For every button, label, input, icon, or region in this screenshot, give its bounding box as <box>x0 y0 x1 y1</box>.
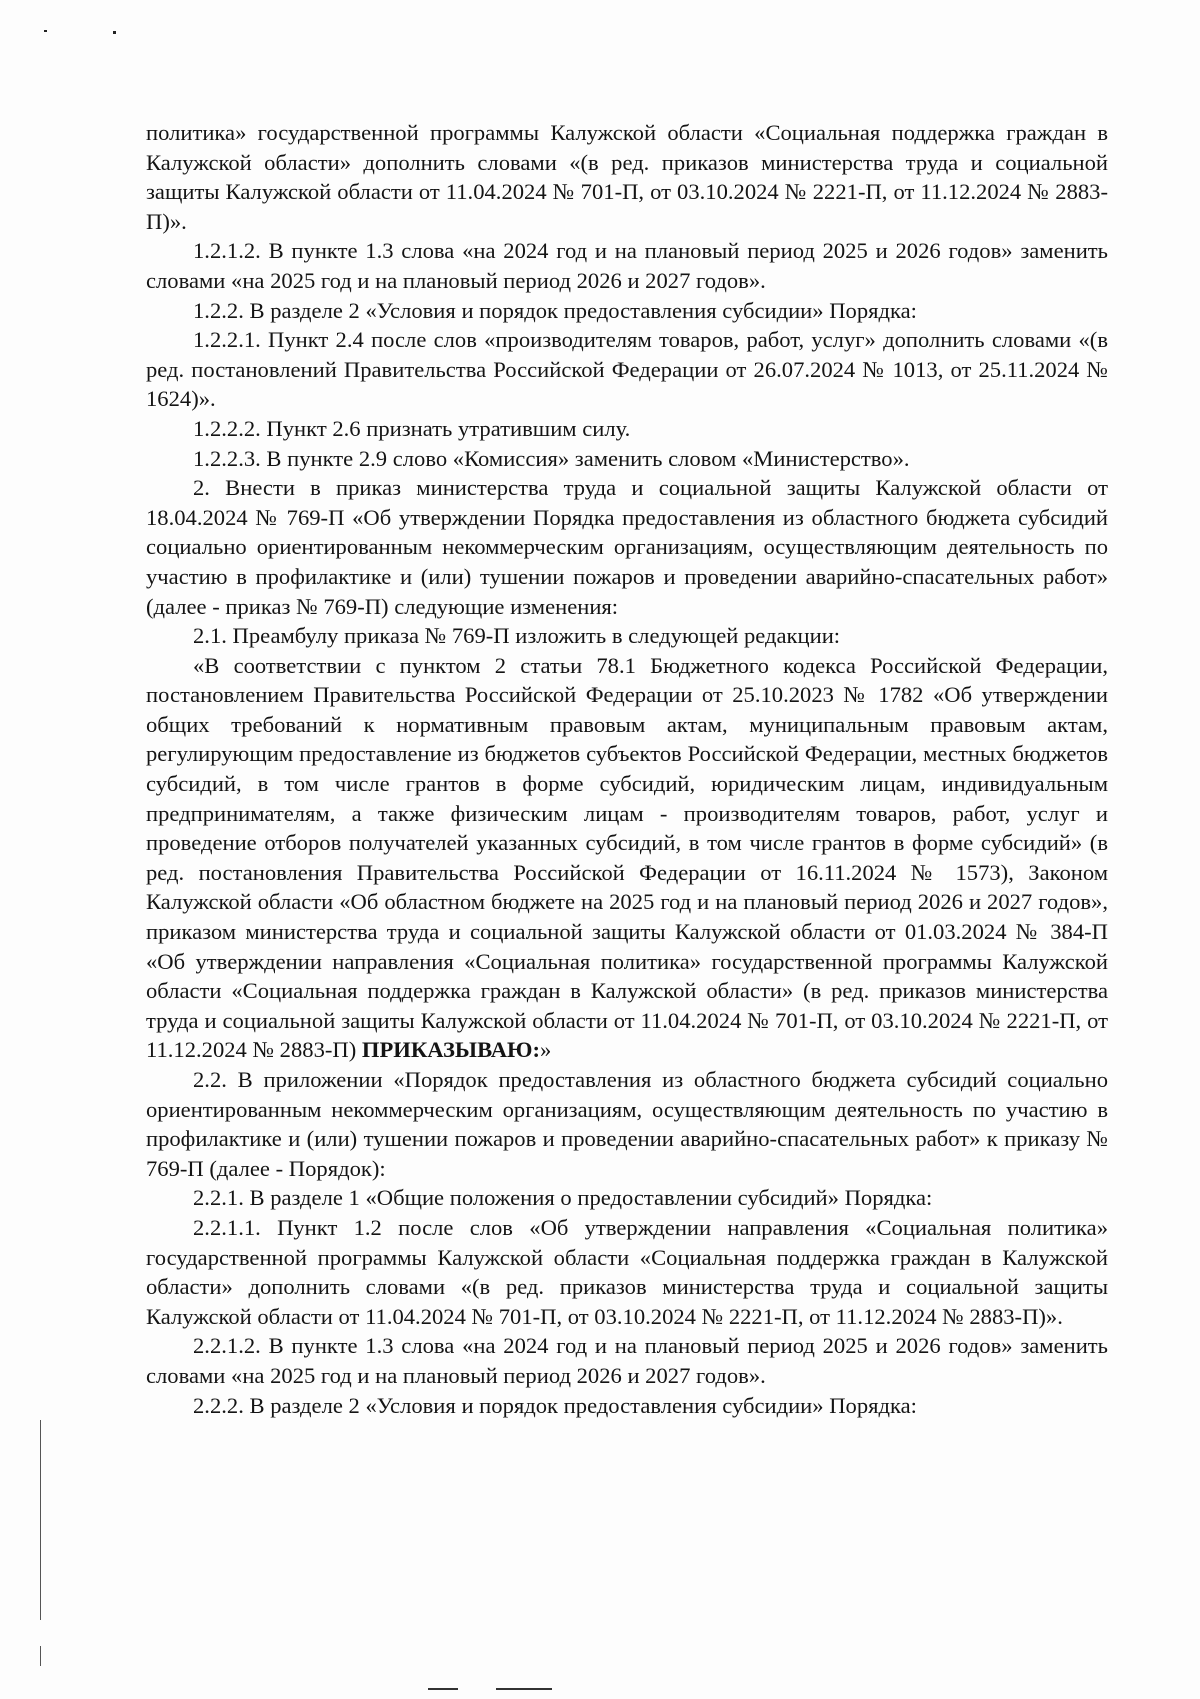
paragraph: 2. Внести в приказ министерства труда и социальной защиты Калужской области от 18.04.2024 № 769-П «Об утверждении Порядка предоставления из областного бюджета субсидий социально ориентированным некоммерческим организациям, осуществляющим деятельность по участию в профилактике и (или) тушении пожаров и проведении аварийно-спасательных работ» (далее - приказ № 769-П) следующие изменения: <box>146 475 1108 619</box>
paragraph: 2.2.1. В разделе 1 «Общие положения о предоставлении субсидий» Порядка: <box>193 1185 933 1211</box>
preamble-paragraph <box>146 651 1108 1065</box>
paragraph: 2.2.2. В разделе 2 «Условия и порядок предоставления субсидии» Порядка: <box>193 1392 917 1418</box>
paragraph: 1.2.2.2. Пункт 2.6 признать утратившим силу. <box>193 415 631 441</box>
paragraph: 1.2.2. В разделе 2 «Условия и порядок предоставления субсидии» Порядка: <box>193 297 917 323</box>
scan-edge-line <box>40 1646 41 1666</box>
scan-speck <box>113 31 116 34</box>
paragraph: 1.2.2.3. В пункте 2.9 слово «Комиссия» заменить словом «Министерство». <box>193 445 910 471</box>
document-body <box>146 118 1108 1420</box>
paragraph: 2.2. В приложении «Порядок предоставления из областного бюджета субсидий социально ориентированным некоммерческим организациям, осуществляющим деятельность по участию в профилактике и (или) тушении пожаров и проведении аварийно-спасательных работ» к приказу № 769-П (далее - Порядок): <box>146 1067 1108 1181</box>
paragraph: 1.2.1.2. В пункте 1.3 слова «на 2024 год и на плановый период 2025 и 2026 годов» заменить словами «на 2025 год и на плановый период 2026 и 2027 годов». <box>146 238 1108 293</box>
order-keyword: ПРИКАЗЫВАЮ: <box>361 1037 541 1063</box>
scan-edge-line <box>40 1420 41 1620</box>
paragraph: 1.2.2.1. Пункт 2.4 после слов «производителям товаров, работ, услуг» дополнить словами «(в ред. постановлений Правительства Российской Федерации от 26.07.2024 № 1013, от 25.11.2024 № 1624)». <box>146 327 1108 412</box>
scan-dash <box>428 1688 458 1690</box>
paragraph: 2.1. Преамбулу приказа № 769-П изложить в следующей редакции: <box>193 623 841 649</box>
paragraph: 2.2.1.2. В пункте 1.3 слова «на 2024 год и на плановый период 2025 и 2026 годов» заменить словами «на 2025 год и на плановый период 2026 и 2027 годов». <box>146 1333 1108 1388</box>
scan-speck <box>44 30 47 32</box>
preamble-text: «В соответствии с пунктом 2 статьи 78.1 Бюджетного кодекса Российской Федерации, постановлением Правительства Российской Федерации от 25.10.2023 № 1782 «Об утверждении общих требований к нормативным правовым актам, муниципальным правовым актам, регулирующим предоставление из бюджетов субъектов Российской Федерации, местных бюджетов субсидий, в том числе грантов в форме субсидий, юридическим лицам, индивидуальным предпринимателям, а также физическим лицам - производителям товаров, работ, услуг и проведение отборов получателей указанных субсидий, в том числе грантов в форме субсидий» (в ред. постановления Правительства Российской Федерации от 16.11.2024 № 1573), Законом Калужской области «Об областном бюджете на 2025 год и на плановый период 2026 и 2027 годов», приказом министерства труда и социальной защиты Калужской области от 01.03.2024 № 384-П «Об утверждении направления «Социальная политика» государственной программы Калужской области «Социальная поддержка граждан в Калужской области» (в ред. приказов министерства труда и социальной защиты Калужской области от 11.04.2024 № 701-П, от 03.10.2024 № 2221-П, от 11.12.2024 № 2883-П) <box>146 652 1108 1063</box>
scan-dash <box>496 1688 552 1690</box>
paragraph: политика» государственной программы Калужской области «Социальная поддержка граждан в Калужской области» дополнить словами «(в ред. приказов министерства труда и социальной защиты Калужской области от 11.04.2024 № 701-П, от 03.10.2024 № 2221-П, от 11.12.2024 № 2883-П)». <box>146 120 1108 234</box>
closing-quote: » <box>540 1037 552 1063</box>
paragraph: 2.2.1.1. Пункт 1.2 после слов «Об утверждении направления «Социальная политика» государственной программы Калужской области «Социальная поддержка граждан в Калужской области» дополнить словами «(в ред. приказов министерства труда и социальной защиты Калужской области от 11.04.2024 № 701-П, от 03.10.2024 № 2221-П, от 11.12.2024 № 2883-П)». <box>146 1214 1108 1329</box>
